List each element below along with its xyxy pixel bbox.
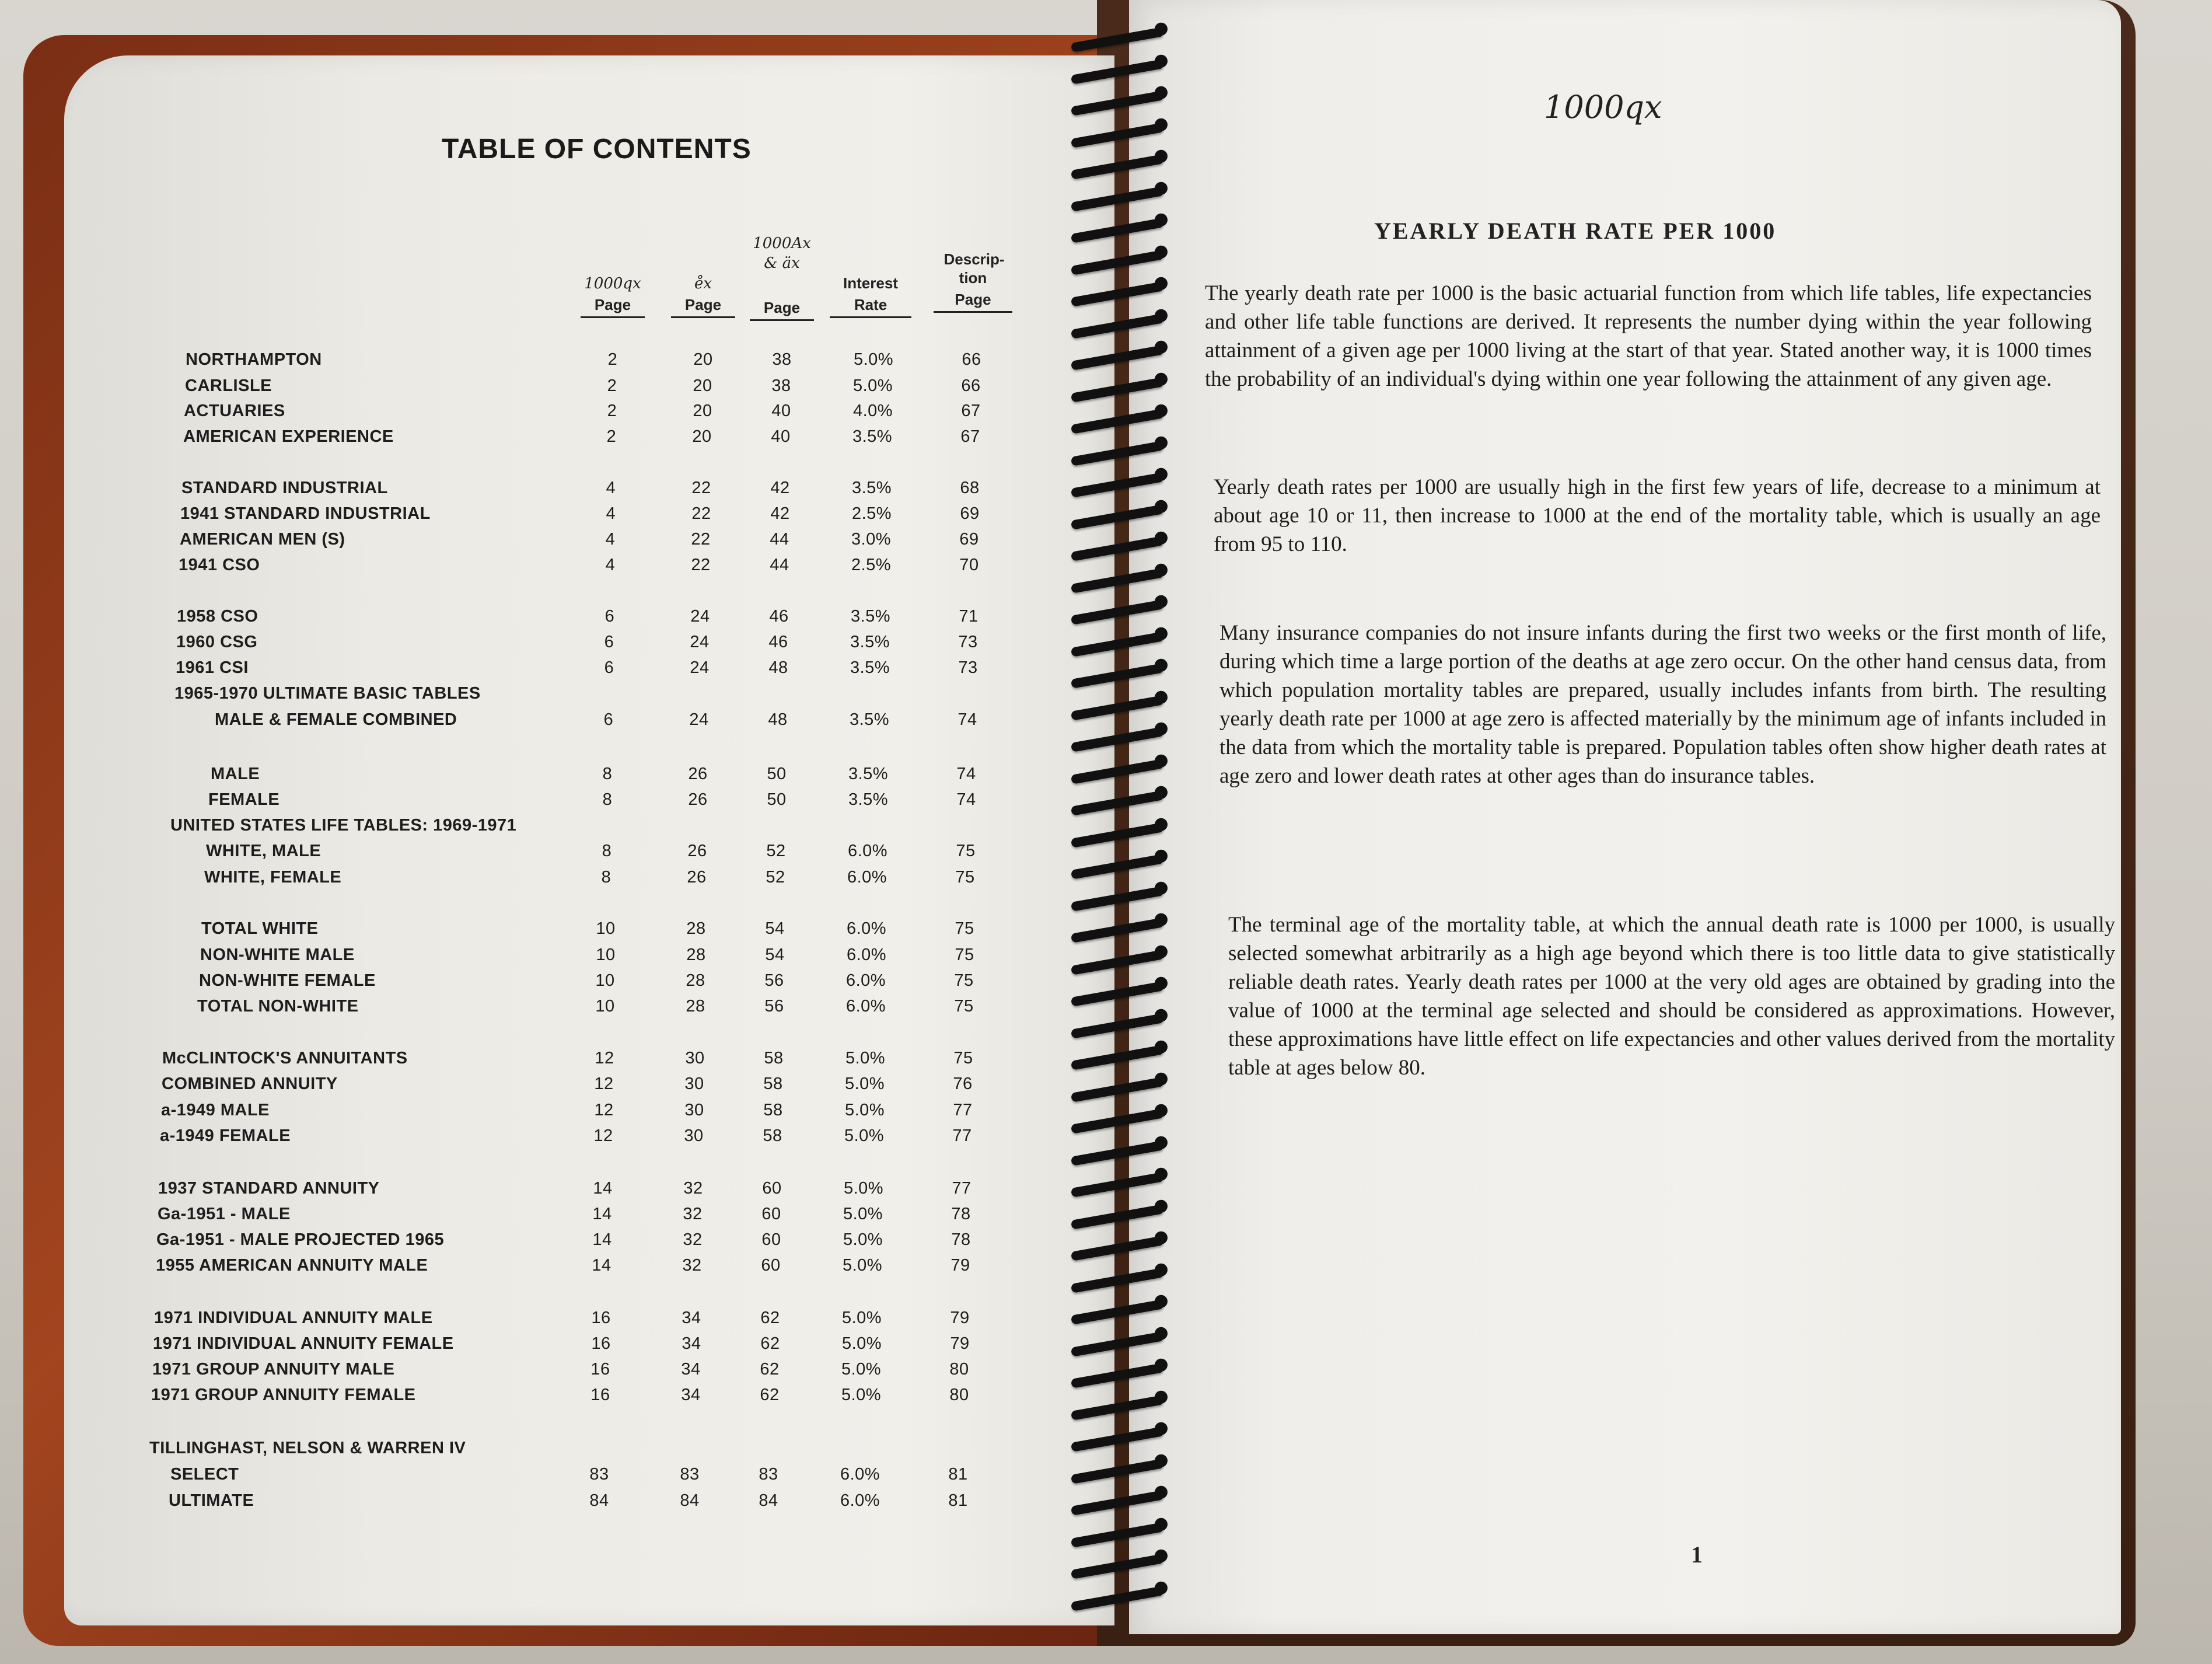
section-heading: YEARLY DEATH RATE PER 1000: [1374, 218, 1777, 244]
cell-rate: 5.0%: [843, 1179, 884, 1198]
cell-ax: 54: [765, 946, 785, 964]
row-name: ULTIMATE: [169, 1491, 254, 1510]
spiral-coil: [1071, 218, 1164, 243]
spiral-coil: [1071, 599, 1164, 625]
spiral-coil: [1071, 123, 1164, 148]
cell-ax: 60: [762, 1179, 782, 1198]
row-name: 1960 CSG: [176, 633, 258, 651]
cell-ex: 83: [680, 1465, 700, 1484]
cell-ax: 62: [760, 1334, 780, 1353]
cell-ax: 46: [769, 607, 789, 626]
cell-qx: 8: [602, 790, 613, 809]
col-ax-symbol: 1000Ax & äx: [753, 235, 811, 272]
row-name: 1955 AMERICAN ANNUITY MALE: [156, 1256, 428, 1275]
cell-rate: 6.0%: [840, 1491, 880, 1510]
spiral-coil: [1071, 536, 1164, 561]
cell-qx: 6: [604, 633, 614, 651]
cell-rate: 3.5%: [848, 790, 889, 809]
spiral-coil: [1071, 1331, 1164, 1357]
spiral-coil: [1071, 1108, 1164, 1134]
row-name: 1971 GROUP ANNUITY FEMALE: [151, 1386, 416, 1404]
cell-desc: 75: [954, 997, 974, 1016]
cell-qx: 4: [605, 530, 616, 549]
cell-desc: 80: [949, 1360, 969, 1379]
running-title: 1000qx: [1544, 89, 1662, 125]
cell-ax: 58: [763, 1101, 783, 1119]
cell-ex: 28: [686, 971, 705, 990]
cell-qx: 14: [593, 1179, 613, 1198]
spiral-coil: [1071, 632, 1164, 657]
cell-desc: 68: [960, 479, 980, 497]
cell-qx: 84: [589, 1491, 609, 1510]
spiral-coil: [1071, 409, 1164, 434]
cell-ax: 83: [759, 1465, 778, 1484]
cell-rate: 5.0%: [841, 1386, 882, 1404]
spiral-coil: [1071, 1522, 1164, 1548]
spiral-coil: [1071, 822, 1164, 848]
col-header-desc: [934, 250, 1012, 313]
cell-ex: 20: [693, 376, 712, 395]
cell-rate: 6.0%: [847, 868, 887, 887]
spiral-coil: [1071, 1236, 1164, 1261]
row-name: STANDARD INDUSTRIAL: [181, 479, 388, 497]
row-name: AMERICAN EXPERIENCE: [183, 427, 394, 446]
toc-title: TABLE OF CONTENTS: [442, 134, 752, 165]
paragraph-1: The yearly death rate per 1000 is the basic actuarial function from which life tables, life expectancies and other life table functions are derived. It represents the number dying within the year following attainment of a given age per 1000 living at the start of that year. Stated another way, it is 1000 times the probability of an individual's dying within one year following the attainment of any given age.: [1205, 281, 2092, 391]
spiral-coil: [1071, 568, 1164, 594]
spiral-binding: [1059, 23, 1176, 1623]
cell-desc: 79: [950, 1334, 970, 1353]
row-name: 1958 CSO: [177, 607, 258, 626]
cell-rate: 6.0%: [845, 997, 886, 1016]
cell-qx: 14: [592, 1205, 612, 1223]
cell-ax: 48: [768, 658, 788, 677]
page-number: 1: [1691, 1541, 1703, 1568]
cell-rate: 3.5%: [849, 710, 890, 729]
paragraph-2: Yearly death rates per 1000 are usually high in the first few years of life, decrease to a minimum at about age 10 or 11, then increase to 1000 at the end of the mortality table, which is usually an age from 95 to 110.: [1214, 475, 2101, 556]
row-name: NON-WHITE MALE: [200, 946, 355, 964]
cell-ax: 44: [770, 556, 789, 574]
cell-ax: 60: [761, 1230, 781, 1249]
cell-qx: 10: [595, 971, 615, 990]
cell-rate: 5.0%: [841, 1360, 882, 1379]
cell-ex: 22: [691, 556, 711, 574]
cell-desc: 77: [953, 1101, 973, 1119]
cell-ax: 60: [761, 1205, 781, 1223]
cell-desc: 67: [960, 427, 980, 446]
cell-ax: 62: [760, 1386, 780, 1404]
right-page: [1129, 0, 2121, 1634]
cell-desc: 74: [956, 790, 976, 809]
cell-ex: 26: [687, 842, 707, 860]
cell-ax: 44: [770, 530, 789, 549]
row-name: AMERICAN MEN (S): [180, 530, 345, 549]
cell-qx: 10: [596, 919, 616, 938]
row-name: MALE & FEMALE COMBINED: [215, 710, 457, 729]
cell-ax: 84: [759, 1491, 778, 1510]
cell-desc: 75: [955, 946, 974, 964]
cell-ax: 56: [764, 971, 784, 990]
cell-desc: 78: [951, 1205, 971, 1223]
row-name: a-1949 MALE: [161, 1101, 270, 1119]
cell-ex: 20: [693, 402, 712, 420]
spiral-coil: [1071, 663, 1164, 689]
spiral-coil: [1071, 1268, 1164, 1293]
spiral-coil: [1071, 154, 1164, 180]
spiral-coil: [1071, 1459, 1164, 1484]
cell-ex: 34: [681, 1360, 701, 1379]
cell-qx: 12: [594, 1101, 614, 1119]
col-ex-label: Page: [671, 296, 735, 318]
cell-rate: 5.0%: [841, 1309, 882, 1327]
spiral-coil: [1071, 313, 1164, 339]
cell-ex: 32: [683, 1205, 703, 1223]
cell-qx: 6: [604, 607, 615, 626]
cell-desc: 81: [948, 1465, 968, 1484]
cell-qx: 6: [604, 658, 614, 677]
spiral-coil: [1071, 1586, 1164, 1611]
cell-rate: 5.0%: [853, 350, 894, 369]
cell-ax: 58: [763, 1126, 782, 1145]
cell-desc: 75: [953, 1049, 973, 1068]
cell-ex: 20: [692, 427, 712, 446]
col-header-qx: [581, 274, 645, 318]
cell-desc: 74: [956, 765, 976, 783]
cell-rate: 5.0%: [844, 1101, 885, 1119]
cell-rate: 3.5%: [852, 427, 893, 446]
cell-ex: 20: [693, 350, 713, 369]
row-name: 1937 STANDARD ANNUITY: [158, 1179, 380, 1198]
cell-ax: 42: [770, 479, 790, 497]
cell-desc: 66: [962, 350, 981, 369]
spiral-coil: [1071, 950, 1164, 975]
cell-rate: 6.0%: [845, 971, 886, 990]
spiral-coil: [1071, 790, 1164, 816]
spiral-coil: [1071, 759, 1164, 784]
cell-ex: 34: [682, 1309, 701, 1327]
spiral-coil: [1071, 90, 1164, 116]
spiral-coil: [1071, 1426, 1164, 1452]
cell-ex: 24: [690, 633, 710, 651]
spiral-coil: [1071, 345, 1164, 371]
cell-ex: 32: [683, 1230, 703, 1249]
cell-rate: 3.0%: [851, 530, 892, 549]
spiral-coil: [1071, 504, 1164, 530]
spiral-coil: [1071, 854, 1164, 880]
cell-ex: 34: [681, 1386, 701, 1404]
spiral-coil: [1071, 250, 1164, 275]
cell-qx: 12: [594, 1075, 614, 1093]
cell-qx: 16: [591, 1334, 611, 1353]
row-name: FEMALE: [208, 790, 280, 809]
col-desc-symbol: Descrip-tion: [943, 250, 1005, 287]
spiral-coil: [1071, 281, 1164, 307]
row-name: 1965-1970 ULTIMATE BASIC TABLES: [174, 684, 481, 703]
cell-qx: 16: [590, 1360, 610, 1379]
cell-ex: 84: [680, 1491, 700, 1510]
spiral-coil: [1071, 1395, 1164, 1421]
cell-ax: 38: [772, 350, 792, 369]
cell-qx: 14: [592, 1230, 612, 1249]
cell-qx: 8: [602, 765, 613, 783]
cell-ax: 62: [760, 1360, 780, 1379]
cell-desc: 75: [955, 919, 974, 938]
row-name: SELECT: [170, 1465, 239, 1484]
cell-rate: 6.0%: [846, 919, 887, 938]
cell-ax: 54: [765, 919, 785, 938]
col-ax-label: Page: [750, 299, 814, 321]
cell-ax: 62: [760, 1309, 780, 1327]
row-name: Ga-1951 - MALE PROJECTED 1965: [156, 1230, 445, 1249]
cell-ax: 42: [770, 504, 790, 523]
spiral-coil: [1071, 472, 1164, 498]
cell-ex: 28: [686, 919, 706, 938]
row-name: 1941 CSO: [179, 556, 260, 574]
row-name: CARLISLE: [185, 376, 272, 395]
cell-ex: 22: [691, 504, 711, 523]
cell-desc: 79: [950, 1309, 970, 1327]
col-desc-label: Page: [934, 291, 1012, 313]
cell-desc: 81: [948, 1491, 968, 1510]
cell-ax: 40: [771, 427, 791, 446]
cell-ex: 32: [682, 1256, 702, 1275]
cell-qx: 12: [595, 1049, 614, 1068]
paragraph-3: Many insurance companies do not insure infants during the first two weeks or the first month of life, during which time a large portion of the deaths at age zero occur. On the other hand census data, from which population mortality tables are prepared, usually includes infants from birth. The resulting yearly death rate per 1000 at age zero is affected materially by the minimum age of infants included in the data from which the mortality table is prepared. Population tables often show higher death rates at age zero and lower death rates at other ages than do insurance tables.: [1219, 621, 2106, 788]
cell-ax: 52: [766, 868, 785, 887]
spiral-coil: [1071, 1013, 1164, 1039]
cell-rate: 2.5%: [851, 504, 892, 523]
cell-desc: 75: [954, 971, 974, 990]
cell-qx: 2: [606, 427, 617, 446]
cell-desc: 70: [959, 556, 979, 574]
cell-qx: 83: [589, 1465, 609, 1484]
spiral-coil: [1071, 59, 1164, 85]
cell-rate: 2.5%: [851, 556, 892, 574]
cell-desc: 71: [959, 607, 979, 626]
cell-desc: 77: [952, 1179, 972, 1198]
row-name: a-1949 FEMALE: [160, 1126, 291, 1145]
row-name: COMBINED ANNUITY: [162, 1075, 338, 1093]
row-name: WHITE, MALE: [206, 842, 322, 860]
cell-rate: 5.0%: [843, 1230, 883, 1249]
row-name: TOTAL WHITE: [201, 919, 319, 938]
cell-ex: 26: [688, 790, 708, 809]
row-name: MALE: [211, 765, 260, 783]
cell-ex: 30: [684, 1126, 704, 1145]
cell-rate: 3.5%: [851, 479, 892, 497]
row-name: TILLINGHAST, NELSON & WARREN IV: [149, 1439, 466, 1457]
col-ex-symbol: e̊x: [694, 275, 712, 292]
cell-ex: 30: [684, 1101, 704, 1119]
cell-qx: 16: [590, 1386, 610, 1404]
row-name: 1941 STANDARD INDUSTRIAL: [180, 504, 431, 523]
cell-ex: 22: [691, 479, 711, 497]
cell-ex: 24: [690, 658, 710, 677]
row-name: 1961 CSI: [176, 658, 249, 677]
spiral-coil: [1071, 1172, 1164, 1198]
cell-ax: 40: [771, 402, 791, 420]
col-header-rate: [830, 274, 911, 318]
cell-rate: 3.5%: [850, 658, 890, 677]
cell-qx: 16: [591, 1309, 611, 1327]
cell-qx: 6: [603, 710, 614, 729]
cell-rate: 3.5%: [850, 607, 891, 626]
cell-ex: 26: [688, 765, 708, 783]
cell-rate: 5.0%: [844, 1126, 885, 1145]
spiral-coil: [1071, 1204, 1164, 1230]
cell-rate: 5.0%: [845, 1049, 886, 1068]
col-header-ex: [671, 274, 735, 318]
cell-qx: 4: [606, 504, 616, 523]
cell-desc: 78: [951, 1230, 971, 1249]
cell-ex: 30: [684, 1075, 704, 1093]
cell-desc: 80: [949, 1386, 969, 1404]
cell-qx: 10: [595, 997, 615, 1016]
col-qx-label: Page: [581, 296, 645, 318]
spiral-coil: [1071, 27, 1164, 53]
cell-ex: 24: [689, 710, 709, 729]
spiral-coil: [1071, 441, 1164, 466]
cell-qx: 12: [593, 1126, 613, 1145]
cell-rate: 5.0%: [843, 1205, 883, 1223]
col-header-ax: [750, 233, 814, 321]
cell-ex: 32: [683, 1179, 703, 1198]
cell-qx: 8: [601, 868, 611, 887]
spiral-coil: [1071, 727, 1164, 752]
cell-desc: 74: [958, 710, 977, 729]
row-name: TOTAL NON-WHITE: [197, 997, 359, 1016]
cell-desc: 75: [955, 868, 975, 887]
spiral-coil: [1071, 1490, 1164, 1516]
cell-ax: 46: [768, 633, 788, 651]
cell-ex: 28: [686, 946, 706, 964]
row-name: WHITE, FEMALE: [204, 868, 342, 887]
spiral-coil: [1071, 377, 1164, 403]
spiral-coil: [1071, 1299, 1164, 1325]
cell-ex: 24: [690, 607, 710, 626]
cell-rate: 3.5%: [850, 633, 890, 651]
cell-desc: 73: [958, 658, 978, 677]
row-name: McCLINTOCK'S ANNUITANTS: [162, 1049, 408, 1068]
cell-ex: 22: [691, 530, 711, 549]
spiral-coil: [1071, 981, 1164, 1007]
cell-ax: 58: [764, 1049, 784, 1068]
col-qx-symbol: 1000qx: [584, 275, 641, 292]
cell-ax: 48: [768, 710, 788, 729]
cell-ax: 38: [771, 376, 791, 395]
cell-rate: 6.0%: [840, 1465, 880, 1484]
cell-ax: 58: [763, 1075, 783, 1093]
spiral-coil: [1071, 1140, 1164, 1166]
row-name: UNITED STATES LIFE TABLES: 1969-1971: [170, 816, 517, 835]
spiral-coil: [1071, 1045, 1164, 1070]
row-name: ACTUARIES: [184, 402, 285, 420]
cell-rate: 4.0%: [852, 402, 893, 420]
cell-rate: 5.0%: [844, 1075, 885, 1093]
row-name: Ga-1951 - MALE: [158, 1205, 291, 1223]
cell-desc: 77: [952, 1126, 972, 1145]
cell-rate: 5.0%: [841, 1334, 882, 1353]
cell-desc: 73: [958, 633, 978, 651]
cell-qx: 4: [606, 479, 616, 497]
cell-rate: 5.0%: [842, 1256, 883, 1275]
cell-desc: 75: [956, 842, 976, 860]
cell-ax: 56: [764, 997, 784, 1016]
cell-ax: 50: [767, 765, 787, 783]
cell-ax: 50: [767, 790, 787, 809]
cell-rate: 6.0%: [846, 946, 887, 964]
cell-qx: 4: [605, 556, 616, 574]
cell-qx: 10: [596, 946, 616, 964]
cell-qx: 2: [607, 350, 618, 369]
cell-qx: 14: [592, 1256, 611, 1275]
cell-desc: 79: [951, 1256, 970, 1275]
row-name: 1971 INDIVIDUAL ANNUITY MALE: [154, 1309, 433, 1327]
row-name: 1971 INDIVIDUAL ANNUITY FEMALE: [153, 1334, 454, 1353]
spiral-coil: [1071, 1077, 1164, 1103]
cell-ex: 28: [686, 997, 705, 1016]
paragraph-4: The terminal age of the mortality table, at which the annual death rate is 1000 per 1000, is usually selected somewhat arbitrarily as a high age beyond which there is too little data to give statistically reliable death rates. Yearly death rates per 1000 at the very old ages are obtained by grading into the value of 1000 at the terminal age selected and should be considered as approximations. However, these approximations have little effect on life expectancies and other values derived from the mortality table at ages below 80.: [1228, 913, 2115, 1080]
cell-desc: 69: [960, 504, 980, 523]
cell-desc: 66: [961, 376, 981, 395]
spiral-coil: [1071, 1363, 1164, 1389]
cell-ax: 52: [766, 842, 786, 860]
cell-rate: 6.0%: [847, 842, 888, 860]
spiral-coil: [1071, 918, 1164, 943]
row-name: NORTHAMPTON: [186, 350, 322, 369]
cell-qx: 2: [607, 376, 617, 395]
cell-qx: 2: [607, 402, 617, 420]
cell-rate: 3.5%: [848, 765, 889, 783]
cell-ex: 26: [687, 868, 707, 887]
cell-ex: 34: [682, 1334, 701, 1353]
row-name: NON-WHITE FEMALE: [199, 971, 376, 990]
cell-ex: 30: [685, 1049, 705, 1068]
col-rate-label: Rate: [830, 296, 911, 318]
spiral-coil: [1071, 186, 1164, 212]
cell-ax: 60: [761, 1256, 781, 1275]
cell-desc: 67: [961, 402, 981, 420]
spiral-coil: [1071, 1554, 1164, 1579]
cell-desc: 76: [953, 1075, 973, 1093]
spiral-coil: [1071, 695, 1164, 721]
spiral-coil: [1071, 886, 1164, 912]
cell-qx: 8: [602, 842, 612, 860]
cell-rate: 5.0%: [852, 376, 893, 395]
cell-desc: 69: [959, 530, 979, 549]
row-name: 1971 GROUP ANNUITY MALE: [152, 1360, 395, 1379]
col-rate-symbol: Interest: [843, 274, 898, 292]
